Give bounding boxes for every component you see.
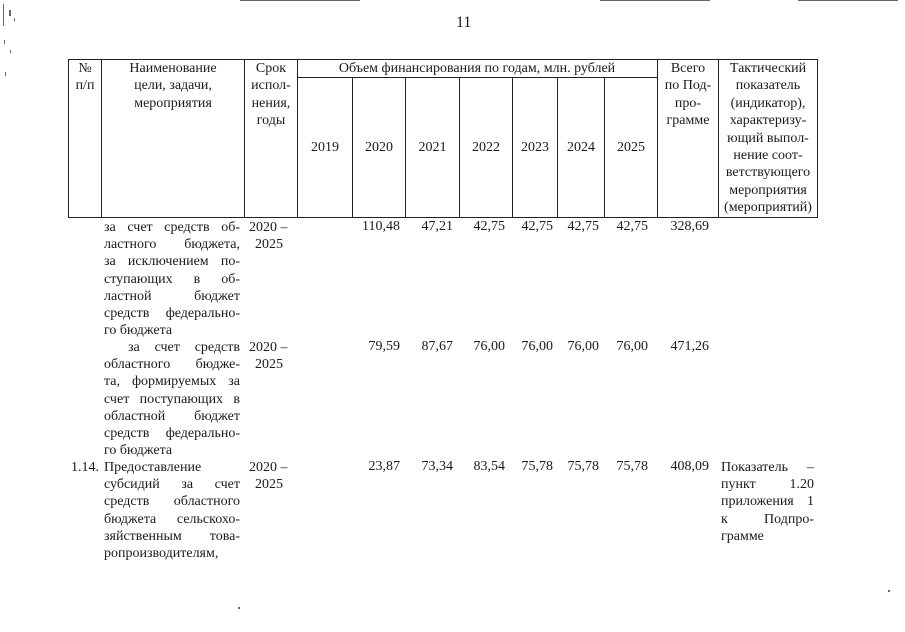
row-indicator: Показатель – пункт 1.20 приложения 1 к Подпро- грамме [721,460,814,544]
header-year-2022: 2022 [472,140,500,155]
value-2025: 42,75 [616,219,648,234]
value-2025: 75,78 [616,459,648,474]
scan-mark [10,50,11,53]
row-name: за счет средств областного бюдже- та, формируемых за счет поступающих в областной бюджет средств федерально- го бюджета [104,340,240,459]
value-total: 471,26 [670,339,709,354]
page-number: 11 [456,14,472,31]
row-term: 2020 – 2025 [249,340,288,373]
header-term: Срок испол- нения, годы [251,61,291,129]
row-term: 2020 – 2025 [249,220,288,253]
header-year-2021: 2021 [418,140,447,155]
value-total: 408,09 [670,459,709,474]
row-num: 1.14. [71,460,99,475]
scan-mark [4,40,5,44]
scan-mark [798,0,898,1]
scan-mark [5,72,6,76]
value-total: 328,69 [670,219,709,234]
header-total: Всего по Под- про- грамме [664,61,712,129]
value-2021: 47,21 [421,219,453,234]
value-2022: 76,00 [473,339,505,354]
header-name: Наименование цели, задачи, мероприятия [129,61,217,111]
value-2024: 75,78 [567,459,599,474]
value-2020: 23,87 [368,459,400,474]
scan-mark [238,607,240,609]
value-2023: 76,00 [521,339,553,354]
value-2020: 110,48 [362,219,400,234]
scan-mark [14,18,15,21]
value-2023: 75,78 [521,459,553,474]
scan-mark [888,590,890,592]
value-2021: 87,67 [421,339,453,354]
header-num: № п/п [75,61,95,94]
header-year-2023: 2023 [521,140,549,155]
value-2024: 42,75 [567,219,599,234]
header-year-2025: 2025 [617,140,645,155]
value-2024: 76,00 [567,339,599,354]
value-2023: 42,75 [521,219,553,234]
value-2021: 73,34 [421,459,453,474]
scan-mark [3,4,4,26]
header-year-2024: 2024 [567,140,595,155]
value-2022: 83,54 [473,459,505,474]
header-indicator: Тактический показатель (индикатор), характеризу- ющий выпол- нение соот- ветствующего мероприятия (мероприятий) [724,61,812,216]
scan-mark [9,10,11,16]
header-funding-title: Объем финансирования по годам, млн. рублей [338,61,616,76]
header-bottom-border [68,217,818,218]
col-line-right [817,59,818,218]
value-2025: 76,00 [616,339,648,354]
row-name: за счет средств об- ластного бюджета, за исключением по- ступающих в об- ластной бюджет средств федерально- го бюджета [104,220,240,339]
scan-mark [240,0,360,1]
row-term: 2020 – 2025 [249,460,288,493]
scan-mark [600,0,710,1]
header-year-2019: 2019 [311,140,339,155]
value-2022: 42,75 [473,219,505,234]
row-name: Предоставление субсидий за счет средств областного бюджета сельскохо- зяйственным това- ропроизводителям, [104,460,240,562]
value-2020: 79,59 [368,339,400,354]
header-year-2020: 2020 [365,140,393,155]
